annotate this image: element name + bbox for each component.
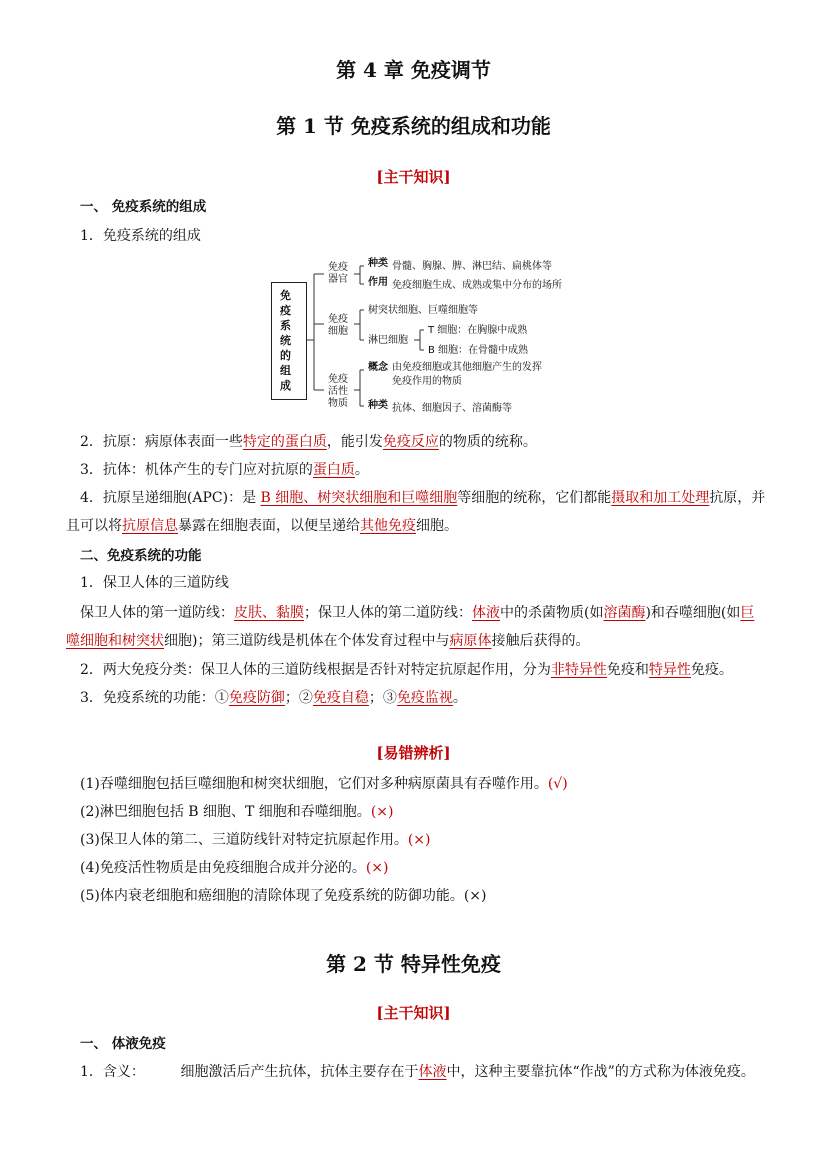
diagram-t-cell: T 细胞：在胸腺中成熟 [428,325,528,336]
item4-answer-3: 抗原信息 [122,518,178,534]
section1-main-tag: [主干知识] [376,168,451,186]
error-item-5: (5)体内衰老细胞和癌细胞的清除体现了免疫系统的防御功能。(×) [80,888,487,904]
item4-answer-4: 其他免疫 [360,518,416,534]
chapter-title: 第 4 章 免疫调节 [336,58,491,82]
immune-system-diagram [268,258,588,420]
f1-line1: 保卫人体的第一道防线：皮肤、黏膜；保卫人体的第二道防线：体液中的杀菌物质(如溶菌酶)和吞噬细胞(如巨 [80,605,755,621]
f1-line2: 噬细胞和树突状细胞)；第三道防线是机体在个体发育过程中与病原体接触后获得的。 [66,633,590,649]
f1-answer-4a: 巨 [740,605,755,621]
item4-line1: 4．抗原呈递细胞(APC)：是 B 细胞、树突状细胞和巨噬细胞等细胞的统称，它们都能摄取和加工处理抗原，并 [80,490,766,506]
f3-answer-2: 免疫自稳 [312,690,369,706]
item2-answer-1: 特定的蛋白质 [242,434,327,450]
part2-heading: 二、免疫系统的功能 [80,548,202,564]
f3-answer-3: 免疫监视 [396,690,453,706]
diagram-kind: 种类 [368,400,388,411]
item2: 2．抗原：病原体表面一些特定的蛋白质，能引发免疫反应的物质的统称。 [80,434,537,450]
error-item-3: (3)保卫人体的第二、三道防线针对特定抗原起作用。(×) [80,832,431,848]
diagram-b-cell: B 细胞：在骨髓中成熟 [428,345,529,356]
f1-answer-4b: 噬细胞和 [66,633,122,649]
item4-line2: 且可以将抗原信息暴露在细胞表面，以便呈递给其他免疫细胞。 [66,518,458,534]
diagram-organs-func-text: 免疫细胞生成、成熟或集中分布的场所 [392,280,562,291]
f1-answer-2: 体液 [472,605,500,621]
diagram-kind-text: 抗体、细胞因子、溶菌酶等 [392,403,512,414]
diagram-concept-text2: 免疫作用的物质 [392,376,462,387]
f1-answer-1: 皮肤、黏膜 [234,605,304,621]
f2-answer-1: 非特异性 [550,662,607,678]
item1-text: 1．免疫系统的组成 [80,228,201,244]
error-item-4: (4)免疫活性物质是由免疫细胞合成并分泌的。(×) [80,860,389,876]
item2-answer-2: 免疫反应 [382,434,439,450]
f1-answer-3: 溶菌酶 [603,605,646,621]
section2-title: 第 2 节 特异性免疫 [326,952,501,976]
f2: 2．两大免疫分类：保卫人体的三道防线根据是否针对特定抗原起作用，分为非特异性免疫和特异性免疫。 [80,662,733,678]
section2-part1-heading: 一、 体液免疫 [80,1036,166,1052]
diagram-organs: 免疫器官 [328,262,348,285]
f2-answer-2: 特异性 [648,662,691,678]
f1-title: 1．保卫人体的三道防线 [80,575,229,591]
item3-answer: 蛋白质 [312,462,355,478]
diagram-organs-kind-text: 骨髓、胸腺、脾、淋巴结、扁桃体等 [392,261,552,272]
diagram-concept-text1: 由免疫细胞或其他细胞产生的发挥 [392,362,542,373]
diagram-cells-1: 树突状细胞、巨噬细胞等 [368,305,478,316]
part1-heading: 一、 免疫系统的组成 [80,199,207,215]
section2-item1-answer: 体液 [418,1064,447,1080]
item4-answer-2: 摄取和加工处理 [611,490,710,506]
section2-main-tag: [主干知识] [376,1004,451,1022]
section2-item1: 1．含义： 细胞激活后产生抗体，抗体主要存在于体液中，这种主要靠抗体“作战”的方式称为体液免疫。 [80,1064,755,1080]
diagram-cells-2: 淋巴细胞 [368,335,408,346]
error-item-2: (2)淋巴细胞包括 B 细胞、T 细胞和吞噬细胞。(×) [80,804,394,820]
error-tag: [易错辨析] [376,744,451,762]
f1-answer-5: 树突状 [122,633,164,649]
item4-answer-1: B 细胞、树突状细胞和巨噬细胞 [260,490,458,506]
f3-answer-1: 免疫防御 [228,690,285,706]
error-item-1: (1)吞噬细胞包括巨噬细胞和树突状细胞，它们对多种病原菌具有吞噬作用。(√) [80,776,568,792]
diagram-concept: 概念 [368,362,388,373]
diagram-root: 免疫系统的组成 [280,289,291,392]
f3: 3．免疫系统的功能：①免疫防御；②免疫自稳；③免疫监视。 [80,690,467,706]
diagram-active: 免疫活性物质 [328,374,348,409]
section1-title: 第 1 节 免疫系统的组成和功能 [276,114,551,138]
diagram-organs-kind: 种类 [368,258,388,269]
diagram-organs-func: 作用 [368,277,388,288]
f1-answer-6: 病原体 [449,633,492,649]
diagram-cells: 免疫细胞 [328,314,348,337]
item3: 3．抗体：机体产生的专门应对抗原的蛋白质。 [80,462,369,478]
